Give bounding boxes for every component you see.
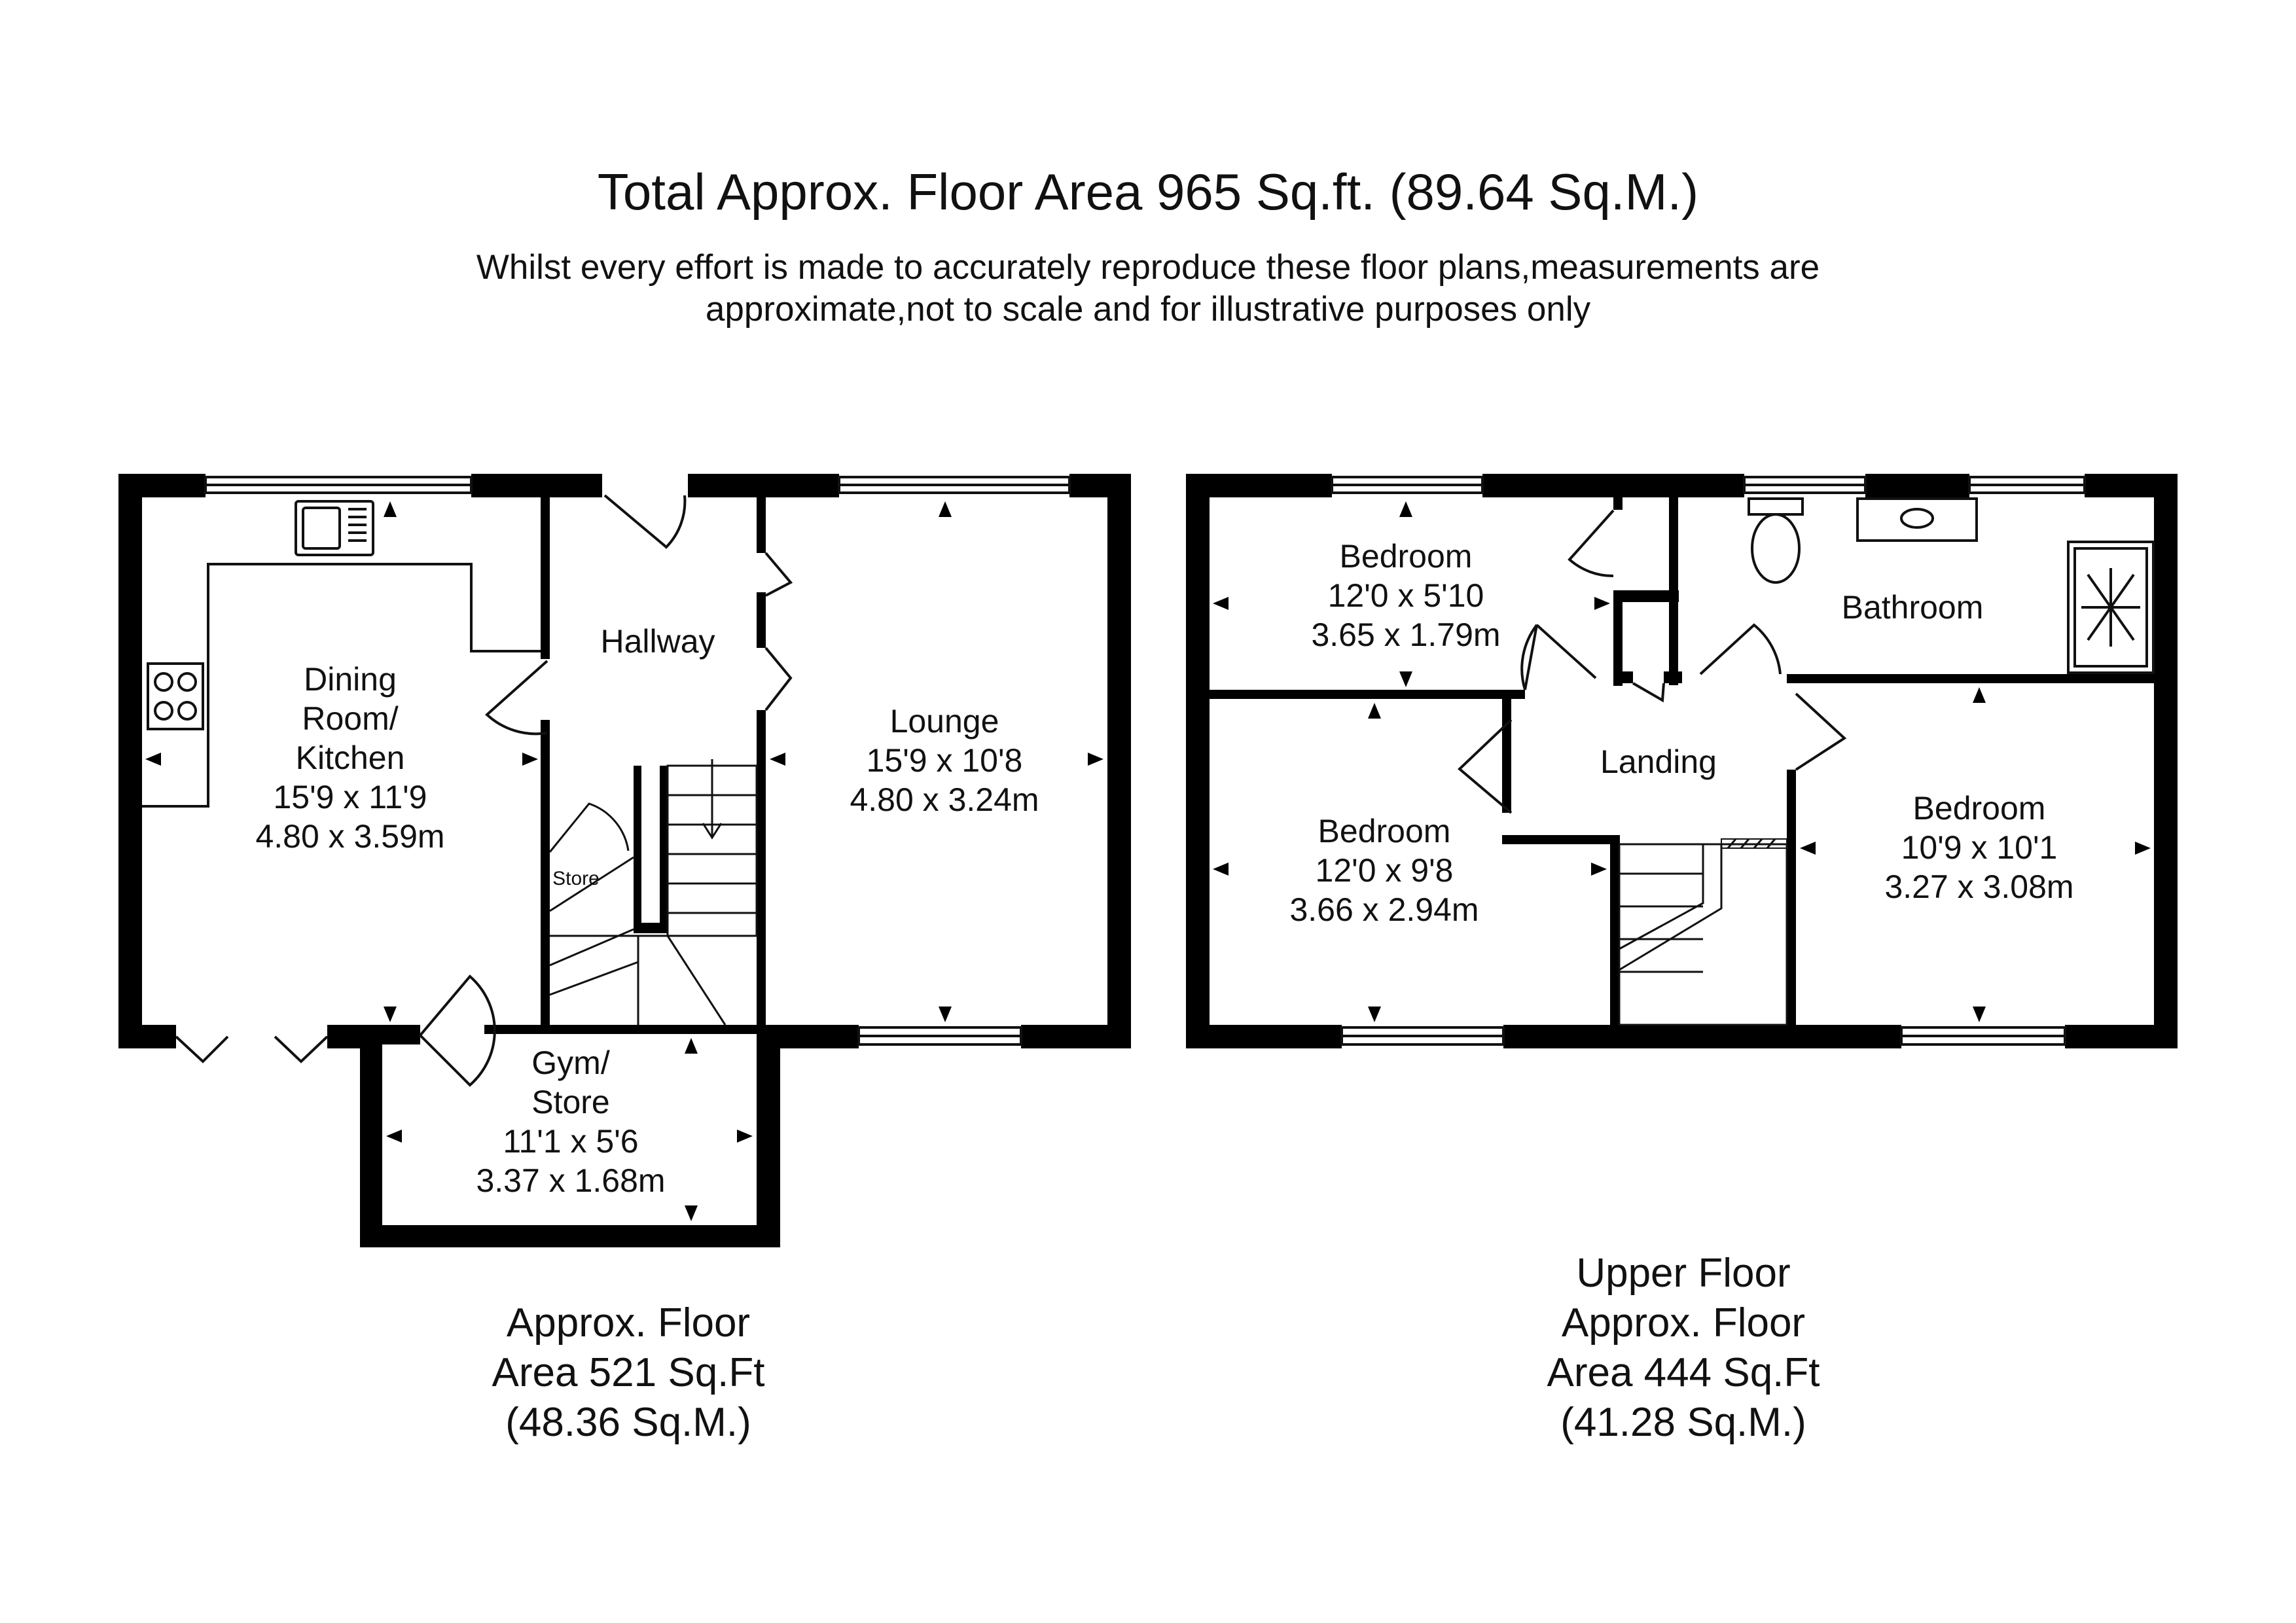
room-label-store: Store (552, 868, 600, 889)
bed-left-label: Bedroom (1318, 813, 1451, 849)
shower-icon (2068, 542, 2153, 673)
room-label-landing: Landing (1600, 743, 1717, 780)
patio-door-right (275, 1037, 327, 1061)
patio-door-left (176, 1037, 228, 1061)
bed-small-door-swing (1570, 510, 1613, 576)
ground-stairs (550, 759, 757, 1025)
dining-label-line2: Room/ (302, 700, 399, 737)
front-door-swing (605, 495, 685, 547)
lounge-dimensions-metric: 4.80 x 3.24m (850, 781, 1039, 818)
upper-area-line3: (41.28 Sq.M.) (1560, 1400, 1806, 1445)
store-partition (634, 766, 641, 933)
room-label-bedroom-right (1884, 789, 2073, 906)
room-label-gym-store (476, 1043, 665, 1200)
gym-dimensions-metric: 3.37 x 1.68m (476, 1162, 666, 1199)
hallway-wall-left (541, 495, 550, 659)
dining-label-line3: Kitchen (295, 740, 405, 776)
page-title: Total Approx. Floor Area 965 Sq.ft. (89.64 Sq.M.) (597, 163, 1699, 221)
upper-area-line2: Area 444 Sq.Ft (1547, 1350, 1820, 1395)
upper-outer-wall-left (1186, 474, 1210, 1048)
dining-dimensions-metric: 4.80 x 3.59m (255, 818, 445, 855)
room-label-hallway: Hallway (600, 623, 715, 660)
dining-door-swing (487, 661, 547, 734)
ground-outer-wall-right (1107, 474, 1131, 1048)
bed-right-dimensions-metric: 3.27 x 3.08m (1884, 868, 2074, 905)
bathroom-door-swing (1700, 625, 1780, 674)
ground-floor-area (492, 1298, 764, 1448)
bedroom-small-wall (1210, 690, 1525, 699)
dining-dimensions-imperial: 15'9 x 11'9 (273, 779, 427, 815)
upper-outer-wall-right (2154, 474, 2178, 1048)
upper-area-line1: Approx. Floor (1561, 1300, 1806, 1346)
bed-small-label: Bedroom (1339, 538, 1473, 575)
bed-left-dimensions-metric: 3.66 x 2.94m (1289, 891, 1479, 928)
gym-label-line2: Store (531, 1084, 610, 1120)
bed-left-dimensions-imperial: 12'0 x 9'8 (1315, 852, 1454, 889)
ground-area-line2: Area 521 Sq.Ft (492, 1350, 765, 1395)
dining-label-line1: Dining (304, 661, 397, 698)
basin-icon (1857, 499, 1977, 541)
gym-dimensions-imperial: 11'1 x 5'6 (503, 1123, 639, 1160)
bed-small-dimensions-metric: 3.65 x 1.79m (1311, 616, 1501, 653)
room-label-bathroom: Bathroom (1841, 589, 1984, 626)
upper-stairs (1619, 839, 1787, 1025)
room-label-bedroom-left (1289, 812, 1479, 929)
bed-right-label: Bedroom (1912, 790, 2046, 827)
hob-icon (148, 664, 203, 729)
disclaimer-line-1: Whilst every effort is made to accurately reproduce these floor plans,measurements are (476, 248, 1820, 287)
bed-left-door-swing (1522, 625, 1596, 690)
gym-store-wall (360, 1025, 382, 1247)
lounge-door-swing (766, 553, 791, 596)
bed-small-dimensions-imperial: 12'0 x 5'10 (1327, 577, 1484, 614)
ground-area-line3: (48.36 Sq.M.) (505, 1400, 751, 1445)
gym-label-line1: Gym/ (531, 1044, 610, 1081)
room-label-bedroom-small (1311, 537, 1500, 654)
upper-area-line0: Upper Floor (1576, 1251, 1791, 1296)
room-label-lounge (850, 702, 1039, 819)
lounge-dimensions-imperial: 15'9 x 10'8 (866, 742, 1023, 779)
disclaimer-line-2: approximate,not to scale and for illustrative purposes only (705, 290, 1591, 329)
ground-outer-wall-left (118, 474, 142, 1048)
bed-right-dimensions-imperial: 10'9 x 10'1 (1901, 829, 2058, 866)
room-label-dining-kitchen (255, 660, 444, 856)
ground-area-line1: Approx. Floor (506, 1300, 751, 1346)
landing-cupboard-door (1633, 683, 1664, 700)
lounge-label: Lounge (889, 703, 999, 740)
hallway-wall-right (757, 495, 766, 553)
upper-floor-area (1547, 1249, 1820, 1448)
toilet-icon (1749, 499, 1803, 582)
landing-door-right (1796, 694, 1844, 770)
